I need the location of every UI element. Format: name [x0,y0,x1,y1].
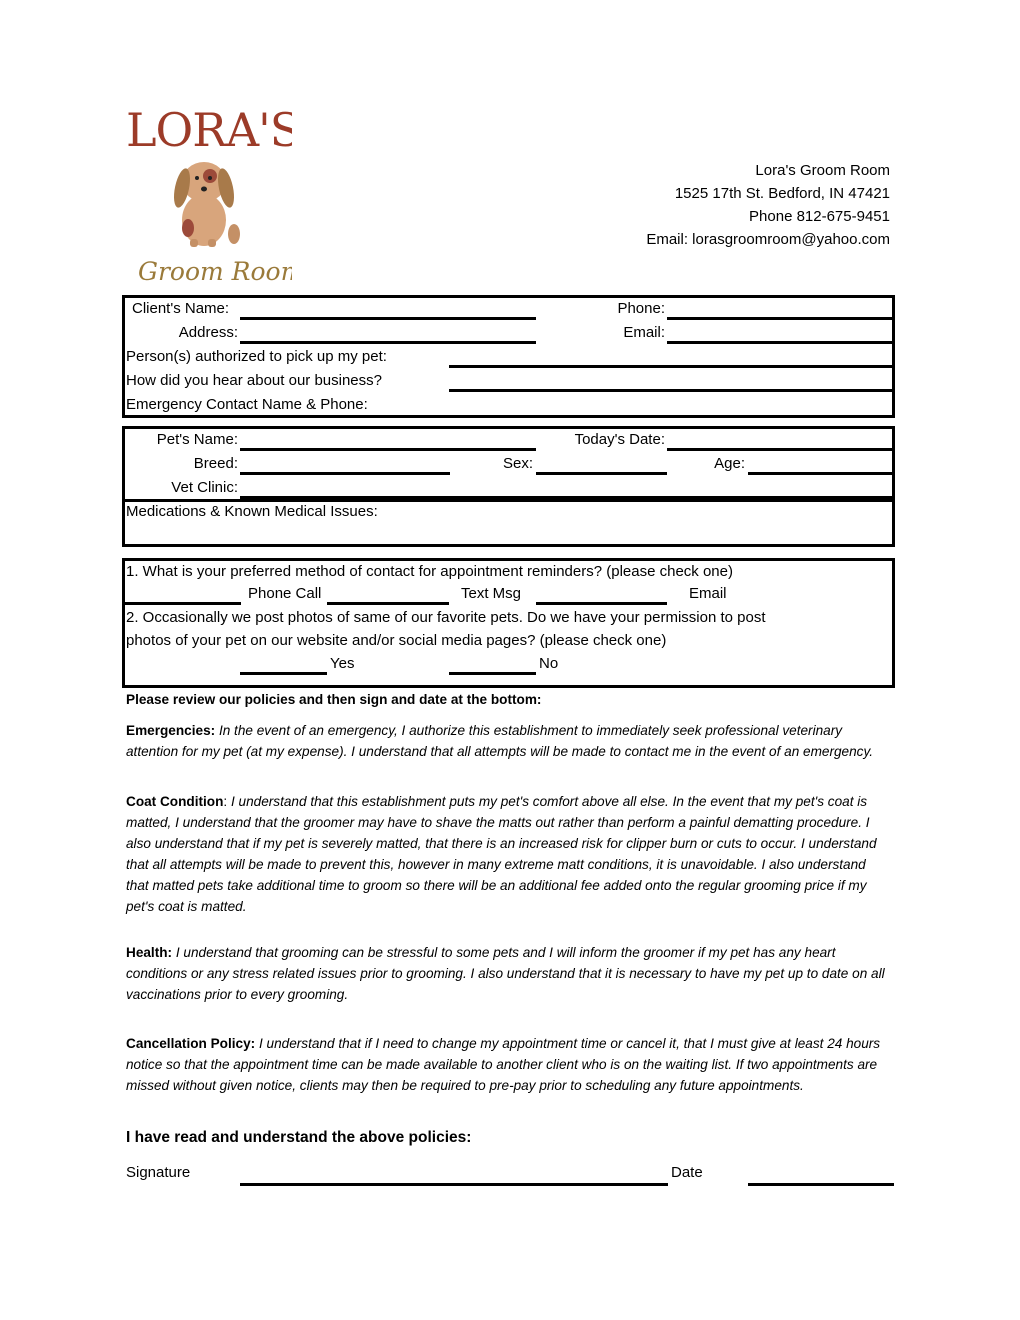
text-msg-option: Text Msg [461,585,522,602]
emergencies-title: Emergencies: [126,723,216,738]
vet-divider [122,499,895,502]
business-name: Lora's Groom Room [755,162,890,179]
photo-permission-question-line2: photos of your pet on our website and/or social media pages? (please check one) [126,632,667,649]
age-label: Age: [714,455,745,472]
acknowledge-heading: I have read and understand the above policies: [126,1129,472,1146]
logo-bottom-text: Groom Room [138,257,292,286]
no-option: No [539,655,559,672]
cancellation-policy [126,1033,892,1096]
coat-colon: : [223,794,228,809]
yes-checkbox[interactable] [240,672,327,675]
sex-label: Sex: [502,455,533,472]
authorized-pickup-field[interactable] [449,365,892,368]
pet-name-label: Pet's Name: [156,431,238,448]
referral-source-label: How did you hear about our business? [126,372,382,389]
vet-clinic-label: Vet Clinic: [171,479,238,496]
business-address: 1525 17th St. Bedford, IN 47421 [674,185,890,202]
phone-call-checkbox[interactable] [122,602,241,605]
yes-option: Yes [330,655,355,672]
signature-label: Signature [126,1164,191,1181]
coat-text: I understand that this establishment puts my pet's comfort above all else. In the event that my pet's coat is matted, I understand that the groomer may have to shave the matts out rather than perform a painful dematting procedure. I also understand that if my pet is severely matted, that there is an increased risk for clipper burn or cuts to occur. I understand that all attempts will be made to prevent this, however in many extreme matt conditions, it is unavoidable. I also understand that matted pets take additional time to groom so there will be an additional fee added onto the regular grooming price if my pet's coat is matted. [126,794,877,914]
health-title: Health: [126,945,173,960]
phone-call-option: Phone Call [248,585,322,602]
authorized-pickup-label: Person(s) authorized to pick up my pet: [126,348,387,365]
date-field[interactable] [748,1183,894,1186]
health-policy [126,942,892,1005]
email-field[interactable] [667,341,892,344]
email-label: Email: [623,324,665,341]
todays-date-field[interactable] [667,448,892,451]
emergencies-text: In the event of an emergency, I authorize this establishment to immediately seek professional veterinary attention for my pet (at my expense). I understand that all attempts will be made to contact me in the event of an emergency. [126,723,874,759]
phone-field[interactable] [667,317,892,320]
pet-name-field[interactable] [240,448,536,451]
signature-field[interactable] [240,1183,668,1186]
no-checkbox[interactable] [449,672,536,675]
address-label: Address: [178,324,238,341]
contact-method-question: 1. What is your preferred method of contact for appointment reminders? (please check one) [126,563,733,580]
logo-top-text: LORA'S [126,103,292,157]
todays-date-label: Today's Date: [574,431,665,448]
sex-field[interactable] [536,472,667,475]
coat-title: Coat Condition [126,794,224,809]
address-field[interactable] [240,341,536,344]
text-msg-checkbox[interactable] [327,602,449,605]
photo-permission-question-line1: 2. Occasionally we post photos of same of our favorite pets. Do we have your permission to post [126,609,766,626]
medications-label: Medications & Known Medical Issues: [126,503,378,520]
breed-field[interactable] [240,472,450,475]
phone-label: Phone: [617,300,665,317]
cancel-text: I understand that if I need to change my appointment time or cancel it, that I must give at least 24 hours notice so that the appointment time can be made available to another client who is on the waiting list. If two appointments are missed without given notice, clients may then be required to pre-pay prior to scheduling any future appointments. [126,1036,881,1093]
policies-intro: Please review our policies and then sign and date at the bottom: [126,692,542,707]
cancel-title: Cancellation Policy: [126,1036,256,1051]
logo [122,96,292,292]
coat-condition-policy [126,791,892,917]
age-field[interactable] [748,472,892,475]
logo-image [122,96,292,292]
business-email: Email: lorasgroomroom@yahoo.com [646,231,890,248]
client-name-field[interactable] [240,317,536,320]
emergency-contact-label: Emergency Contact Name & Phone: [126,396,368,413]
client-name-label: Client's Name: [132,300,230,317]
dog-icon [171,162,240,247]
business-phone: Phone 812-675-9451 [749,208,890,225]
date-label: Date [671,1164,703,1181]
emergencies-policy [126,720,892,762]
breed-label: Breed: [193,455,238,472]
email-checkbox[interactable] [536,602,667,605]
health-text: I understand that grooming can be stressful to some pets and I will inform the groomer if my pet has any heart conditions or any stress related issues prior to grooming. I also understand that it is necessary to have my pet up to date on all vaccinations prior to every grooming. [126,945,885,1002]
email-option: Email [689,585,727,602]
referral-source-field[interactable] [449,389,892,392]
